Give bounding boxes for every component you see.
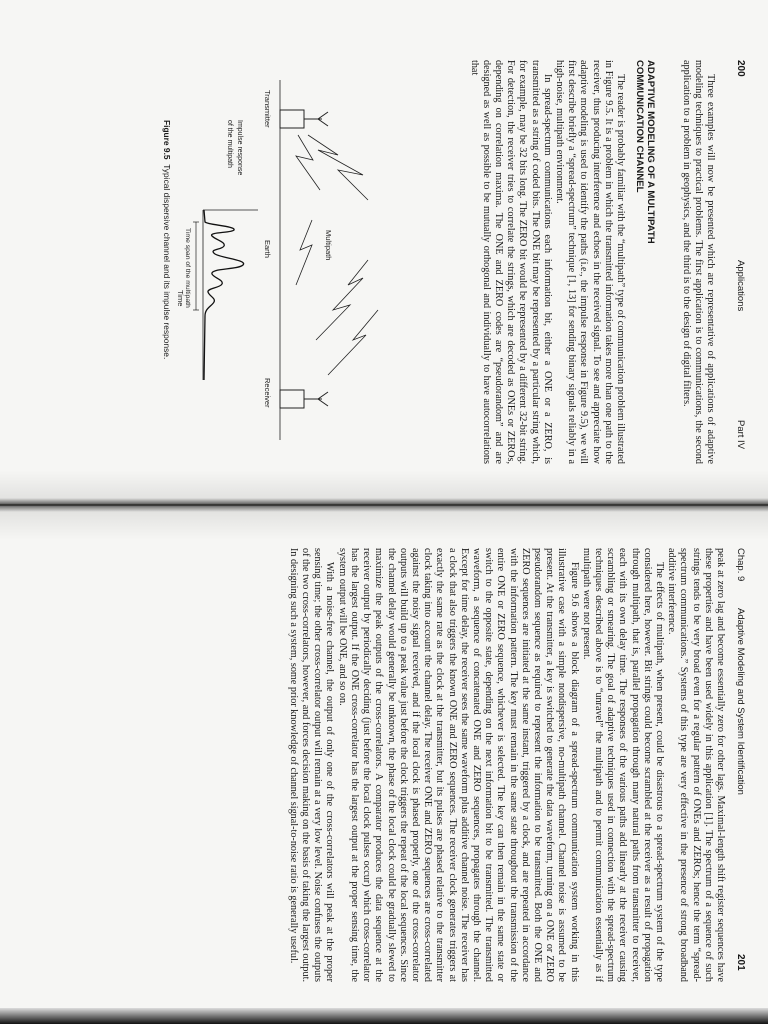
right-running-head: Adaptive Modeling and System Identification: [735, 608, 746, 795]
label-time: Time: [176, 290, 185, 307]
section-heading: ADAPTIVE MODELING OF A MULTIPATH COMMUNICATION CHANNEL: [634, 60, 656, 244]
paragraph-block-diagram: Figure 9.6 shows a block diagram of a spread-spectrum communication system working in this illustrative case with a simple nondispersive, no-multipath channel. Channel noise is assumed to be present. At the transmitter, a key is switched to generate the data waveform, turning on a ONE or ZERO pseudorandom sequence as required to represent the information to be transmitted. Both the ONE and ZERO sequences are initiated at the same instant, triggered by a clock, and are repeated in accordance with the information pattern. The key must remain in the same state throughout the transmission of the entire ONE or ZERO sequence, whichever is selected. The key can then remain in the same state or switch to the opposite state, depending on the next information bit to be transmitted. The transmitted waveform, a sequence of concatenated ONE and ZERO sequences, propagates through the channel. Except for time delay, the receiver sees the same waveform plus additive channel noise. The receiver has a clock that also triggers the known ONE and ZERO sequences. The receiver clock generates triggers at exactly the same rate as the clock at the transmitter, but its pulses are phased relative to the transmitter clock taking into account the channel delay. The receiver ONE and ZERO sequences are cross-correlated against the noisy signal received, and if the local clock is phased properly, one of the cross-correlator outputs will build up to a peak value just before the clock triggers the repeat of the local sequences. Since the channel delay would generally be unknown, the phase of the local clock could be gradually slewed to maximize the peak outputs of the cross-correlators. A comparator produces the data sequence at the receiver output by periodically deciding (just before the local clock pulses occur) which cross-correlator has the largest output. If the ONE cross-correlator has the largest output at the proper sensing time, the system output will be ONE, and so on.: [336, 548, 580, 982]
left-running-head: Applications: [735, 260, 746, 312]
page-edge-shadow: [0, 1008, 768, 1024]
paragraph-noise-free: With a noise-free channel, the output of only one of the cross-correlators will peak at the proper sensing time; the other cross-correlator output will remain at a very low level. Noise confuses the outputs of the two cross-correlators, however, and forces decision making on the basis of taking the largest output. In designing such a system, some prior knowledge of channel signal-to-noise ratio is generally useful.: [287, 548, 336, 982]
right-page: [0, 508, 768, 1024]
figure-9-5: [178, 60, 408, 480]
left-part-label: Part IV: [735, 420, 746, 450]
left-page: [0, 0, 768, 500]
multipath-rays: [296, 135, 378, 375]
right-page-number: 201: [735, 954, 746, 971]
left-page-number: 200: [735, 60, 746, 77]
intro-paragraph: Three examples will now be presented which are representative of applications of adaptive modeling techniques to practical problems. The first application is to communications, the second application to a problem in geophysics, and the third is to the design of digital filters.: [680, 60, 716, 464]
right-body-text: [287, 548, 726, 982]
label-impulse-line2: of the multipath: [226, 120, 233, 168]
paragraph-multipath-intro: The reader is probably familiar with the “multipath” type of communication problem illustrated in Figure 9.5. It is a problem in which the transmitted information takes more than one path to the receiver, thus producing interference and echoes in the received signal. To see and appreciate how adaptive modeling is used to identify the paths (i.e., the impulse response in Figure 9.5), we will first describe briefly a “spread-spectrum” technique [1, 13] for sending binary signals reliably in a high-noise, multipath environment.: [553, 60, 626, 464]
paragraph-autocorrelation: peak at zero lag and become essentially zero for other lags. Maximal-length shift register sequences have these properties and have been used widely in this application [1]. The spectrum of a sequence of such strings tends to be very broad even for a regular pattern of ONEs and ZEROs; hence the term “spread-spectrum communications.” Systems of this type are very effective in the presence of strong broadband additive interference.: [666, 548, 726, 982]
receiver-box: [280, 390, 304, 408]
paragraph-spread-spectrum: In spread-spectrum communications each information bit, either a ONE or a ZERO, is transmitted as a string of coded bits. The ONE bit may be represented by a particular string which, for example, may be 32 bits long. The ZERO bit would be represented by a different 32-bit string. For detection, the receiver tries to correlate the strings, which are decoded as ONEs or ZEROs, depending on correlation maxima. The ONE and ZERO codes are “pseudorandom” and are designed as well as possible to be mutually orthogonal and individually to have autocorrelations that: [468, 60, 553, 464]
paragraph-multipath-effects: The effects of multipath, when present, could be disastrous to a spread-spectrum system of the type considered here, however. Bit strings could become scrambled at the receiver as a result of propagation through multipath, that is, parallel propagation through many natural paths from transmitter to receiver, each with its own delay time. The responses of the various paths add linearly at the receiver causing scrambling or smearing. The goal of adaptive techniques used in connection with the spread-spectrum techniques described above is to “unravel” the multipath and to permit communication essentially as if multipath were not present.: [580, 548, 665, 982]
figure-caption: Figure 9.5 Typical dispersive channel and its impulse response.: [162, 120, 172, 360]
transmitter-box: [280, 110, 304, 128]
label-impulse-line1: Impulse response: [236, 120, 243, 176]
left-body-text: [467, 60, 626, 464]
impulse-response-curve: [204, 210, 244, 380]
label-multipath: Multipath: [324, 230, 333, 261]
label-receiver: Receiver: [263, 378, 272, 408]
label-time-span: Time span of the multipath: [184, 228, 191, 308]
label-earth: Earth: [263, 240, 272, 258]
label-transmitter: Transmitter: [263, 90, 272, 128]
right-chapter-label: Chap. 9: [735, 548, 746, 582]
